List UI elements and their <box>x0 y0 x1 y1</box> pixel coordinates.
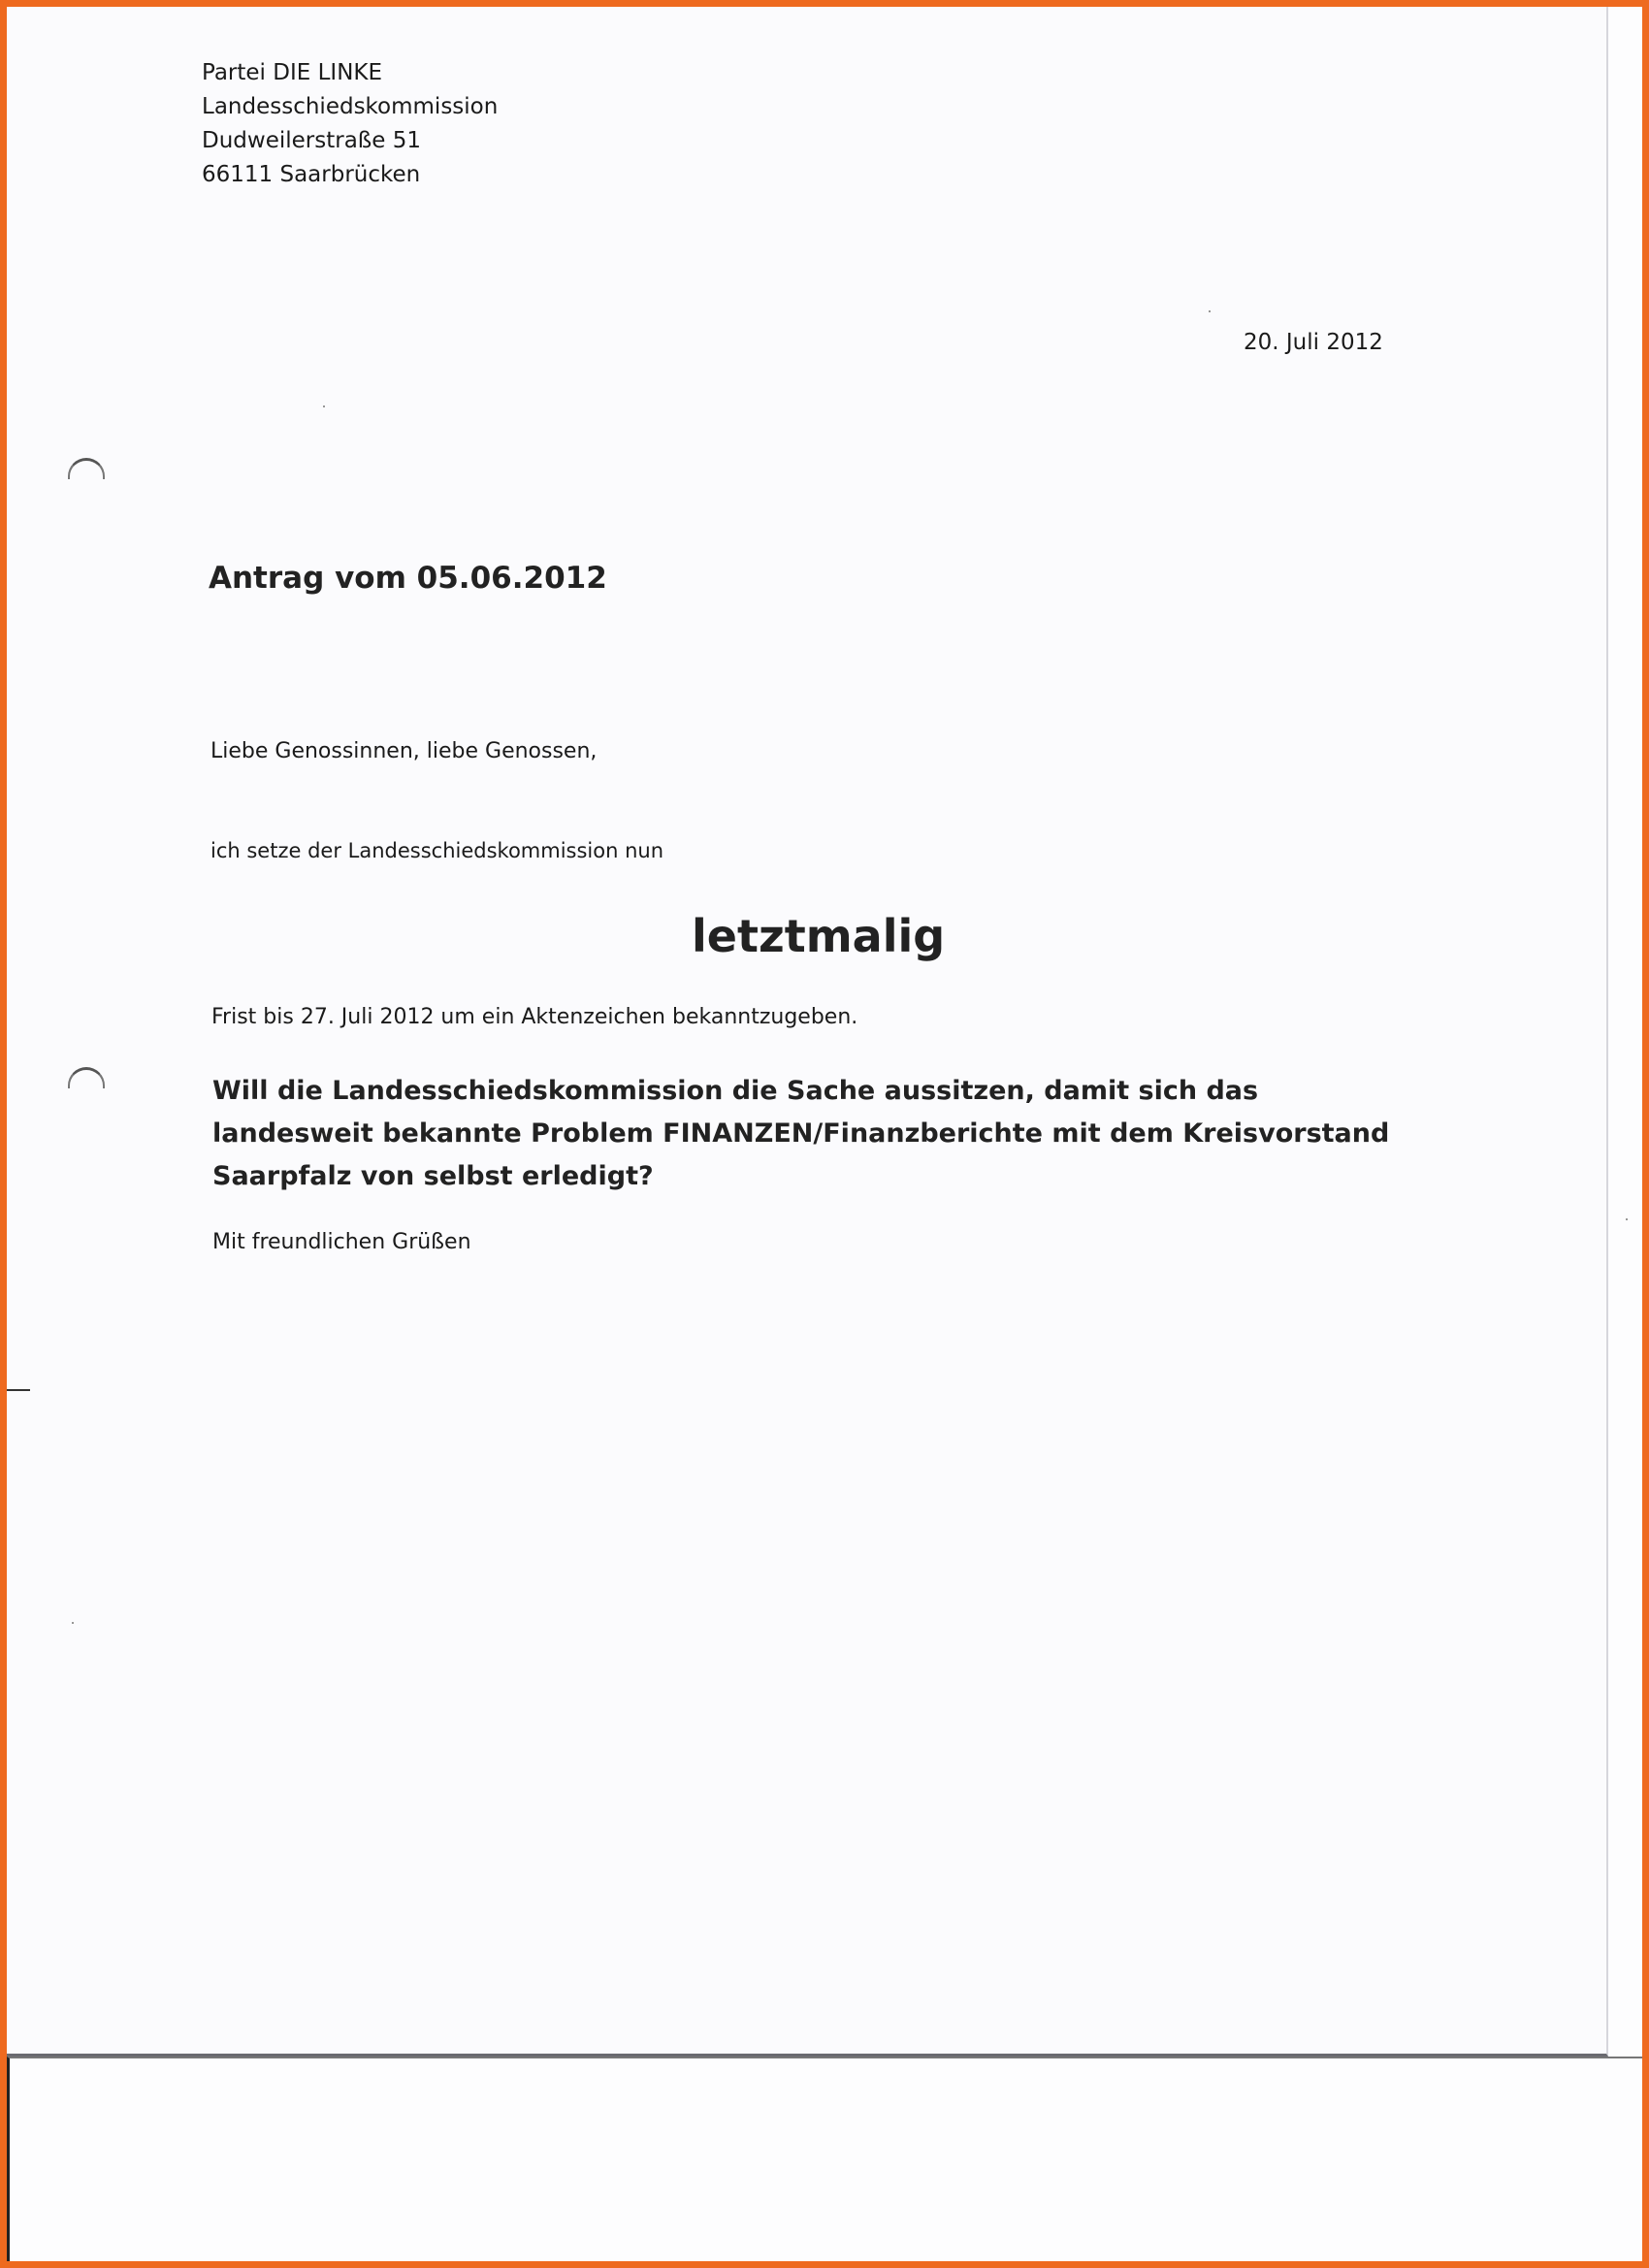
sender-line: Partei DIE LINKE <box>202 60 383 85</box>
letter-sheet <box>7 7 1608 2057</box>
sender-line: Dudweilerstraße 51 <box>202 128 422 153</box>
scan-speck <box>72 1622 74 1624</box>
sender-address <box>202 56 498 192</box>
question-paragraph: Will die Landesschiedskommission die Sache aussitzen, damit sich das landesweit bekannte Problem FINANZEN/Finanzberichte mit dem Kreisvorstand Saarpfalz von selbst erledigt? <box>212 1076 1390 1191</box>
emphasis-word: letztmalig <box>692 910 946 962</box>
salutation: Liebe Genossinnen, liebe Genossen, <box>210 739 598 763</box>
scan-speck <box>1626 1218 1628 1220</box>
sender-line: 66111 Saarbrücken <box>202 162 421 187</box>
scan-speck <box>323 405 325 407</box>
deadline-sentence: Frist bis 27. Juli 2012 um ein Aktenzeichen bekanntzugeben. <box>211 1005 858 1029</box>
scan-speck <box>1209 310 1211 312</box>
sender-line: Landesschiedskommission <box>202 94 499 119</box>
closing-greeting: Mit freundlichen Grüßen <box>212 1230 471 1254</box>
fold-mark <box>7 1389 30 1391</box>
intro-sentence: ich setze der Landesschiedskommission nun <box>210 839 664 862</box>
underlying-sheet <box>7 2057 1642 2261</box>
subject-line: Antrag vom 05.06.2012 <box>209 561 607 596</box>
letter-date: 20. Juli 2012 <box>1244 330 1383 355</box>
